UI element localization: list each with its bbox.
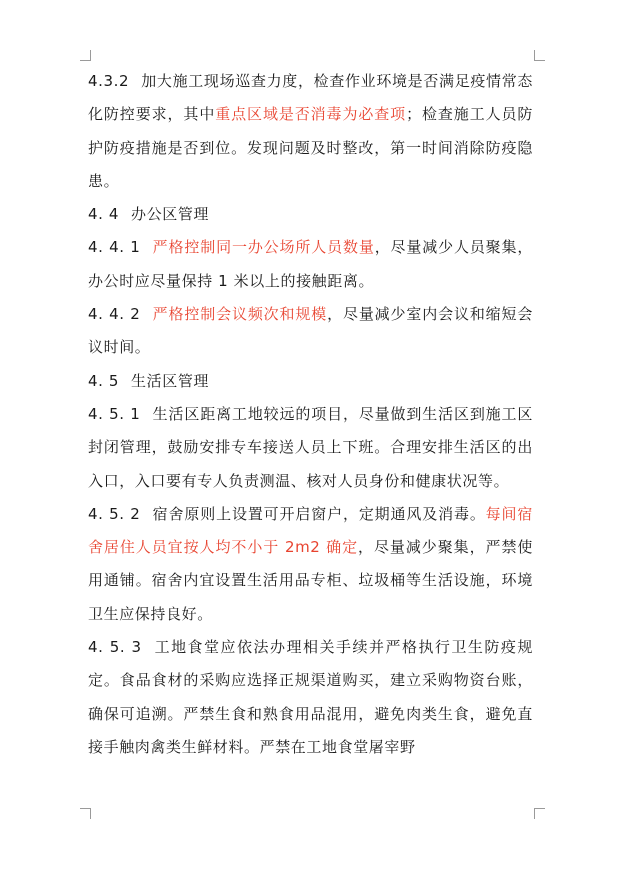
body-text-segment: ，尽量减少人员聚集，办公时应尽量保持 1 米以上的接触距离。	[88, 238, 533, 290]
paragraph	[88, 65, 533, 198]
crop-mark-top-left	[80, 50, 91, 61]
crop-mark-top-right	[534, 50, 545, 61]
section-number: 4. 5. 2	[88, 504, 141, 523]
section-number: 4. 5. 1	[88, 404, 141, 423]
body-text-segment: 办公区管理	[131, 205, 210, 224]
paragraph	[88, 231, 533, 298]
paragraph	[88, 398, 533, 498]
body-text-segment: ，尽量减少室内会议和缩短会议时间。	[88, 305, 533, 357]
section-number: 4. 4	[88, 205, 120, 224]
paragraph	[88, 631, 533, 764]
section-number: 4. 5. 3	[88, 638, 142, 657]
body-text-segment: 宿舍原则上设置可开启窗户，定期通风及消毒。	[152, 504, 486, 523]
highlighted-text: 严格控制同一办公场所人员数量	[152, 238, 375, 257]
body-text-segment: 生活区距离工地较远的项目，尽量做到生活区到施工区封闭管理，鼓励安排专车接送人员上下班。合理安排生活区的出入口，入口要有专人负责测温、核对人员身份和健康状况等。	[88, 404, 533, 490]
section-number: 4.3.2	[88, 72, 130, 90]
section-number: 4. 4. 1	[88, 238, 141, 257]
section-number: 4. 5	[88, 371, 120, 390]
highlighted-text: 严格控制会议频次和规模	[152, 305, 328, 324]
paragraph	[88, 365, 533, 398]
highlighted-text: 重点区域是否消毒为必查项	[215, 105, 407, 124]
document-body	[88, 65, 533, 764]
highlighted-text: 每间宿舍居住人员宜按人均不小于 2m2 确定	[88, 504, 533, 557]
body-text-segment: 生活区管理	[131, 371, 210, 390]
section-number: 4. 4. 2	[88, 305, 141, 324]
paragraph	[88, 498, 533, 631]
body-text-segment: ，尽量减少聚集，严禁使用通铺。宿舍内宜设置生活用品专柜、垃圾桶等生活设施，环境卫生应保持良好。	[88, 538, 533, 623]
paragraph	[88, 298, 533, 365]
body-text-segment: ；检查施工人员防护防疫措施是否到位。发现问题及时整改，第一时间消除防疫隐患。	[88, 105, 533, 190]
crop-mark-bottom-left	[80, 808, 91, 819]
body-text-segment: 加大施工现场巡查力度，检查作业环境是否满足疫情常态化防控要求，其中	[88, 72, 533, 124]
crop-mark-bottom-right	[534, 808, 545, 819]
body-text-segment: 工地食堂应依法办理相关手续并严格执行卫生防疫规定。食品食材的采购应选择正规渠道购买，建立采购物资台账，确保可追溯。严禁生食和熟食用品混用，避免肉类生食，避免直接手触肉禽类生鲜材料。严禁在工地食堂屠宰野	[88, 638, 533, 756]
paragraph	[88, 198, 533, 231]
